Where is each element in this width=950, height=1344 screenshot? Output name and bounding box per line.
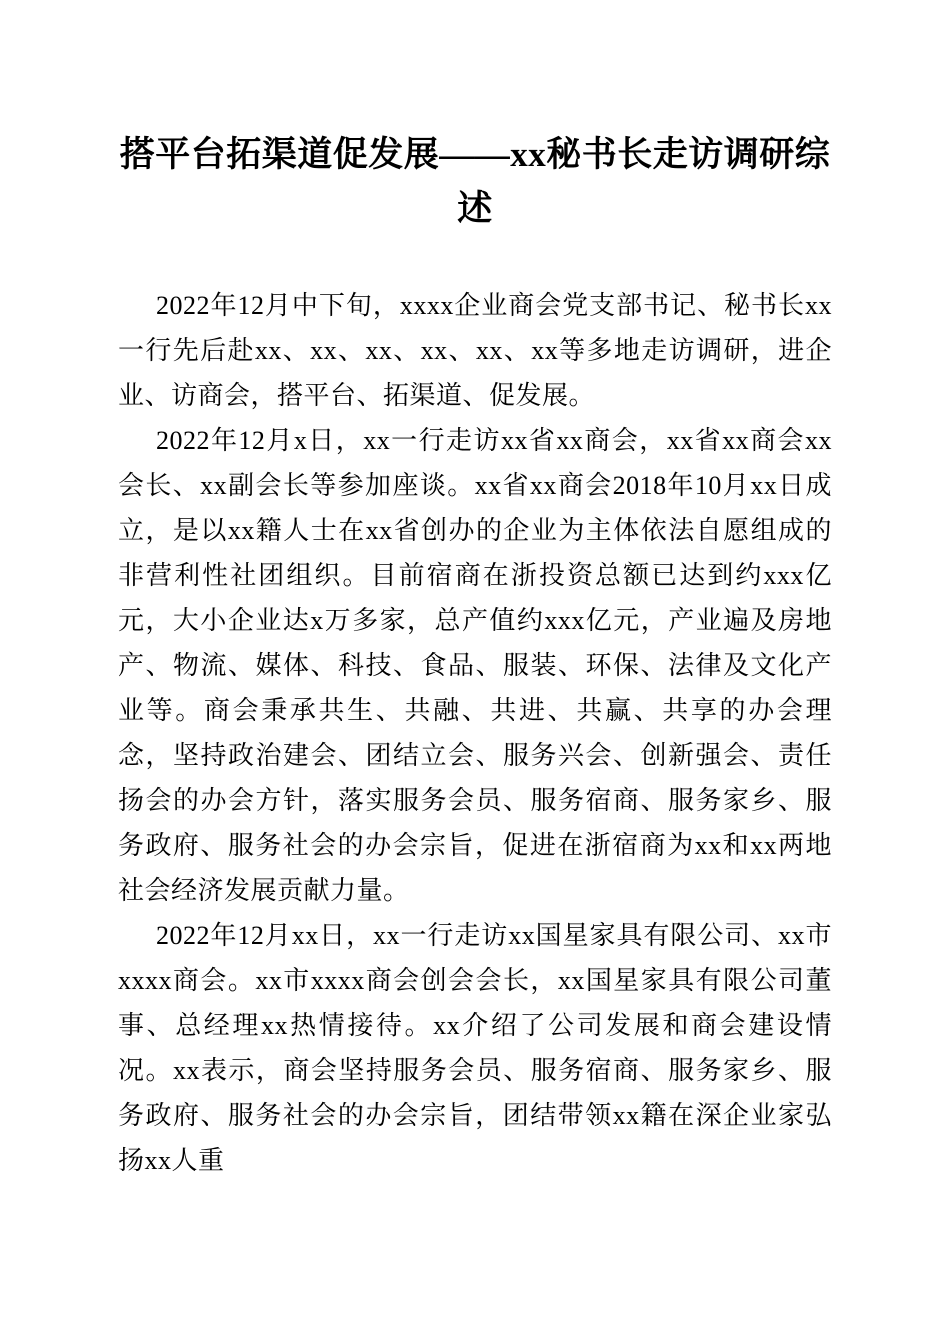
paragraph-intro: 2022年12月中下旬，xxxx企业商会党支部书记、秘书长xx一行先后赴xx、xx、xx、xx、xx、xx等多地走访调研，进企业、访商会，搭平台、拓渠道、促发展。 <box>118 290 832 410</box>
paragraph-visit-province-chamber: 2022年12月x日，xx一行走访xx省xx商会，xx省xx商会xx会长、xx副会长等参加座谈。xx省xx商会2018年10月xx日成立，是以xx籍人士在xx省创办的企业为主体依法自愿组成的非营利性社团组织。目前宿商在浙投资总额已达到约xxx亿元，大小企业达x万多家，总产值约xxx亿元，产业遍及房地产、物流、媒体、科技、食品、服装、环保、法律及文化产业等。商会秉承共生、共融、共进、共赢、共享的办会理念，坚持政治建会、团结立会、服务兴会、创新强会、责任扬会的办会方针，落实服务会员、服务宿商、服务家乡、服务政府、服务社会的办会宗旨，促进在浙宿商为xx和xx两地社会经济发展贡献力量。 <box>118 425 832 905</box>
paragraph-visit-company: 2022年12月xx日，xx一行走访xx国星家具有限公司、xx市xxxx商会。xx市xxxx商会创会会长，xx国星家具有限公司董事、总经理xx热情接待。xx介绍了公司发展和商会建设情况。xx表示，商会坚持服务会员、服务宿商、服务家乡、服务政府、服务社会的办会宗旨，团结带领xx籍在深企业家弘扬xx人重 <box>118 920 832 1175</box>
document-title: 搭平台拓渠道促发展——xx秘书长走访调研综述 <box>119 135 831 229</box>
